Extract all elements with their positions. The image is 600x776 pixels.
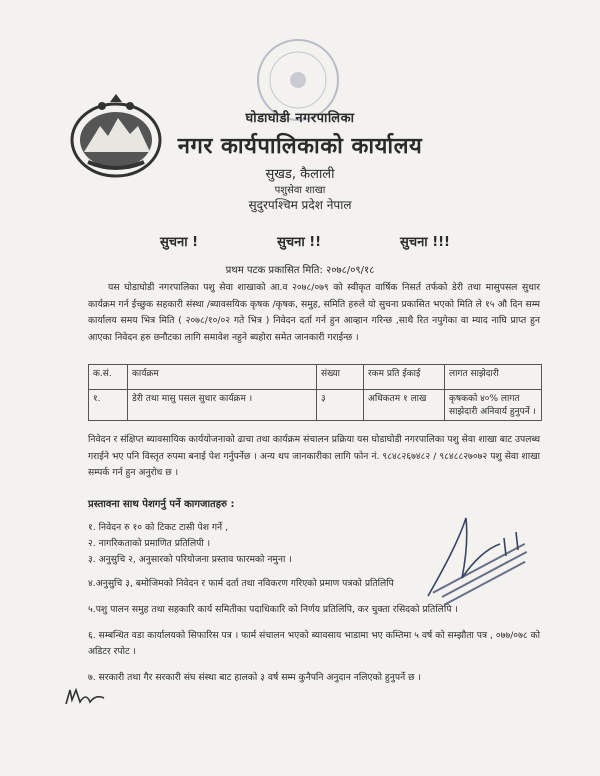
document-item: ६. सम्बन्धित वडा कार्यालयको सिफारिस पत्र । फार्म संचालन भएको ब्यावसाय भाडामा भए कम्तिमा ५ वर्ष को सम्झौता पत्र , ०७७/०७८ को अडिटर रपोट ।: [88, 630, 540, 657]
notice-word: सुचना !!: [277, 235, 322, 250]
table-cell: ३: [317, 390, 364, 421]
document-item: २. नागरिकताको प्रमाणित प्रतिलिपी ।: [88, 538, 211, 549]
document-item: ३. अनुसुचि २, अनुसारको परियोजना प्रस्ताव फारमको नमुना ।: [88, 554, 292, 565]
column-header: लागत साझेदारी: [445, 365, 542, 390]
municipality-name: घोडाघोडी नगरपालिका: [245, 111, 355, 126]
document-item: ७. सरकारी तथा गैर सरकारी संघ संस्था बाट हालको ३ वर्ष सम्म कुनैपनि अनुदान नलिएको हुनुपर्ने छ ।: [88, 672, 421, 683]
column-header: कार्यक्रम: [128, 365, 317, 390]
table-row: [89, 390, 542, 421]
after-table-paragraph: निवेदन र संक्षिप्त ब्यावसायिक कार्ययोजनाको ढाचा तथा कार्यक्रम संचालन प्रक्रिया यस घोडाघोडी नगरपालिका पशु सेवा शाखा बाट उपलब्ध गराईने भए पनि विस्तृत रुपमा बनाई पेश गर्नुपर्नेछ । अन्य थप जानकारीका लागि फोन नं. ९८४८२६७४८२ / ९८४८८२७०७२ पशु सेवा शाखा सम्पर्क गर्न हुन अनुरोध छ ।: [88, 434, 540, 478]
notice-heading: [160, 232, 450, 250]
published-date: प्रथम पटक प्रकासित मिति: २०७८/०९/१८: [225, 265, 375, 276]
documents-title: प्रस्तावना साथ पेशगर्नु पर्ने कागजातहरु :: [88, 499, 235, 510]
document-item: १. निवेदन रु १० को टिकट टासी पेश गर्ने ,: [88, 522, 228, 533]
column-header: संख्या: [317, 365, 364, 390]
column-header: क.सं.: [89, 365, 128, 390]
province-name: सुदुरपश्चिम प्रदेश नेपाल: [248, 198, 352, 212]
initials-signature: [64, 686, 108, 708]
program-table: [88, 364, 542, 421]
document-item: ५.पशु पालन समुह तथा सहकारि कार्य समितीका पदाधिकारि को निर्णय प्रतिलिपि, कर चुक्ता रसिदको प्रतिलिपि ।: [88, 604, 458, 615]
officer-signature-stamp: [404, 508, 554, 618]
table-header-row: [89, 365, 542, 390]
branch-name: पशुसेवा शाखा: [274, 185, 326, 196]
document-item: ४.अनुसुचि ३, बमोजिमको निवेदन र फार्म दर्ता तथा नविकरण गरिएको प्रमाण पत्रको प्रतिलिपि: [88, 578, 394, 589]
table-cell: डेरी तथा मासु पसल सुधार कार्यक्रम ।: [128, 390, 317, 421]
column-header: रकम प्रति ईकाई: [364, 365, 445, 390]
office-title: नगर कार्यपालिकाको कार्यालय: [177, 134, 423, 159]
table-cell: कृषकको ४०% लागत साझेदारी अनिवार्य हुनुपर्ने ।: [445, 390, 542, 421]
notice-word: सुचना !!!: [400, 235, 450, 250]
table-cell: अधिकतम १ लाख: [364, 390, 445, 421]
table-cell: १.: [89, 390, 128, 421]
intro-paragraph: यस घोडाघोडी नगरपालिका पशु सेवा शाखाको आ.व २०७८/०७९ को स्वीकृत वार्षिक निसर्त तर्फको डेरी तथा मासुपसल सुधार कार्यक्रम गर्न ईच्छुक सहकारी संस्था /ब्यावसयिक कृषक /कृषक, समुह, समिति हरुले यो सुचना प्रकासित भएको मिति ले १५ औ दिन सम्म कार्यालय समय भित्र मिति ( २०७८/१०/०२ गते भित्र ) निवेदन दर्ता गर्न हुन आव्हान गरिन्छ ,साथै रित नपुगेका वा म्याद नाघि प्राप्त हुन आएका निवेदन हरु छनौटका लागि समावेश नहुने ब्यहोरा समेत जानकारी गराईन्छ ।: [88, 282, 540, 343]
office-location: सुखड, कैलाली: [265, 167, 335, 182]
notice-word: सुचना !: [160, 235, 199, 250]
